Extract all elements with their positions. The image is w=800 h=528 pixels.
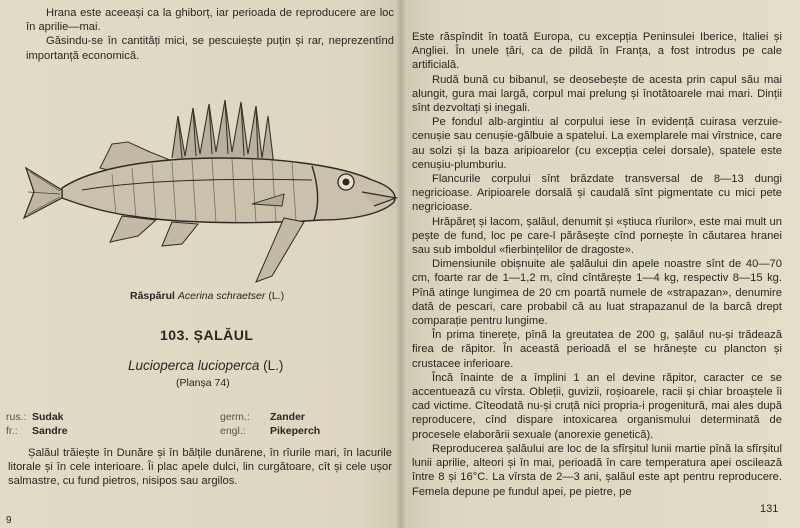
right-column-text — [412, 30, 782, 499]
left-bottom-text — [8, 446, 392, 489]
names-row — [6, 424, 386, 438]
margin-mark: 9 — [6, 515, 12, 526]
left-top-text — [26, 6, 394, 63]
name-label: rus.: — [6, 411, 27, 423]
figure-caption — [130, 290, 284, 302]
caption-name: Răspărul — [130, 290, 175, 302]
paragraph: Șalăul trăiește în Dunăre și în bălțile dunărene, în rîurile mari, în lacurile litorale și în cele interioare. Îi plac apele dulci, lin curgătoare, cît și cele ușor salmastre, cu fund pietros, nisipos sau argilos. — [8, 447, 392, 488]
latin-name-line — [128, 358, 283, 373]
paragraph: Găsindu-se în cantități mici, se pescuiește puțin și rar, neprezentînd importanță economică. — [26, 35, 394, 62]
name-label: germ.: — [220, 411, 250, 423]
paragraph: Hrana este aceeași ca la ghiborț, iar perioada de reproducere are loc în aprilie—mai. — [26, 7, 394, 34]
latin-author: (L.) — [263, 358, 284, 373]
latin-name: Lucioperca lucioperca — [128, 358, 260, 373]
section-title: 103. ȘALĂUL — [160, 327, 254, 343]
name-value: Zander — [270, 411, 306, 423]
paragraph: Este răspîndit în toată Europa, cu excepția Peninsulei Iberice, Italiei și Angliei. În unele țări, ca de pildă în Franța, a fost introdus pe cale artificială. — [412, 31, 782, 72]
name-value: Pikeperch — [270, 425, 321, 437]
page-number: 131 — [760, 503, 779, 515]
paragraph: În prima tinerețe, pînă la greutatea de 200 g, șalăul nu-și trădează firea de răpitor. În această perioadă el se hrănește cu plancton și crustacee inferioare. — [412, 329, 782, 370]
paragraph: Flancurile corpului sînt brăzdate transversal de 8—13 dungi negricioase. Aripioarele dorsală și caudală sînt pigmentate cu mici pete negricioase. — [412, 173, 782, 214]
name-value: Sandre — [32, 425, 68, 437]
name-value: Sudak — [32, 411, 64, 423]
paragraph: Rudă bună cu bibanul, se deosebește de acesta prin capul său mai alungit, gura mai largă, corpul mai prelung și înotătoarele mai mari. Dinții sînt dezvoltați și inegali. — [412, 73, 782, 115]
name-label: engl.: — [220, 425, 246, 437]
paragraph: Reproducerea șalăului are loc de la sfîrșitul lunii martie pînă la sfîrșitul lunii aprilie, alteori și în mai, perioadă în care temperatura apei oscilează între 8 și 16°C. La vîrsta de 2—3 ani, șalăul este apt pentru reproducere. Femela depune pe fundul apei, pe pietre, pe — [412, 442, 782, 498]
paragraph: Încă înainte de a împlini 1 an el devine răpitor, caracter ce se accentuează cu vîrsta. Obleții, guvizii, roșioarele, racii și chiar broaștele îi cad victime. Cîteodată nu-și cruță nici propria-i progenitură, mai ales după reproducere, cînd dispare intoxicarea organismului determinată de procesele elaborării sexuale (anorexie genetică). — [412, 371, 782, 441]
name-label: fr.: — [6, 425, 18, 437]
fish-illustration — [22, 96, 402, 286]
plate-reference: (Planșa 74) — [176, 377, 230, 389]
paragraph: Hrăpăreț și lacom, șalăul, denumit și «știuca rîurilor», este mai mult un pește de fund, loc pe care-l părăsește cînd pornește în căutarea hranei sau sub imboldul «fierbințelilor de dragoste». — [412, 215, 782, 257]
paragraph: Pe fondul alb-argintiu al corpului iese în evidență cuirasa verzuie-cenușie sau cenușie-gălbuie a spatelui. La exemplarele mai vîrstnice, care au solzi și la baza aripioarelor (cu excepția celei dorsale), spatele este cenușiu-plumburiu. — [412, 116, 782, 171]
paragraph: Dimensiunile obișnuite ale șalăului din apele noastre sînt de 40—70 cm, foarte rar de 1—1,2 m, cînd cîntărește 1—4 kg, respectiv 8—15 kg. Pînă atinge lungimea de 20 cm poartă numele de «strapazan», denumire dată de pescari, care probabil că au luat strapazanul de la barcă drept comparație pentru lungime. — [412, 258, 782, 328]
names-row — [6, 410, 386, 424]
caption-author: (L.) — [268, 290, 285, 302]
foreign-names — [6, 410, 386, 438]
caption-latin: Acerina schraetser — [177, 290, 266, 302]
